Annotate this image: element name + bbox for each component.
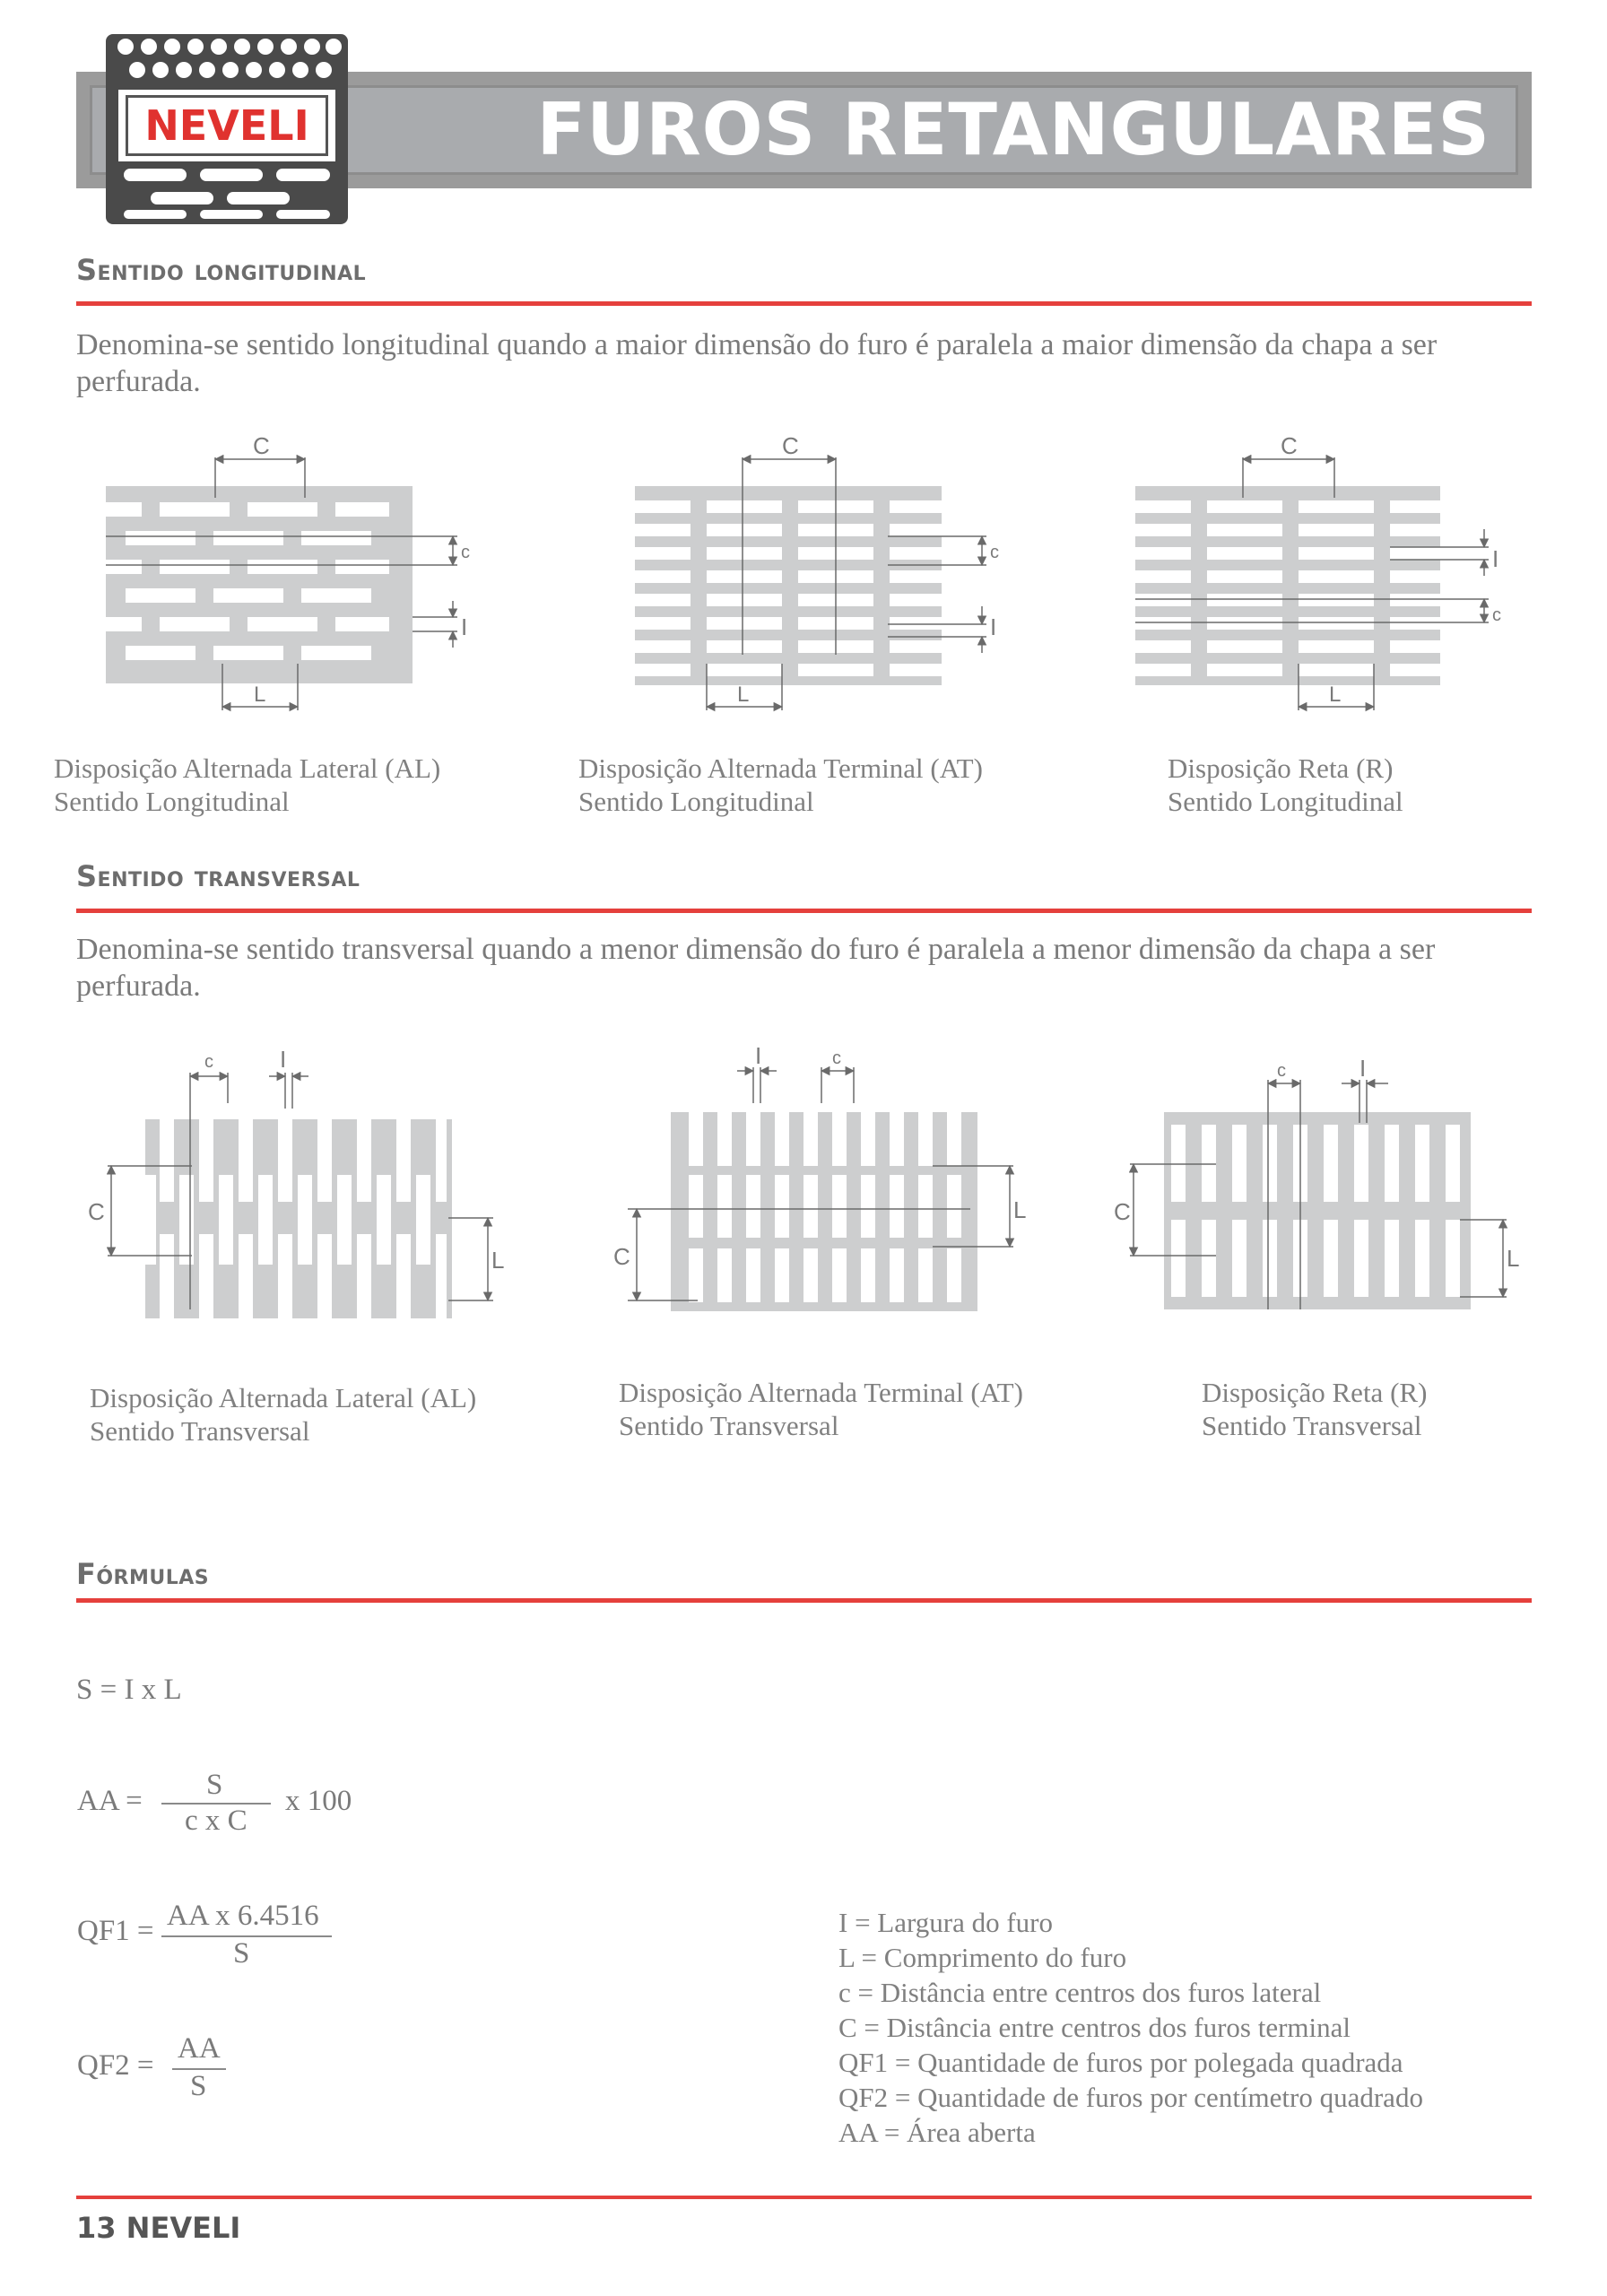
dim-label-c: c bbox=[461, 543, 470, 562]
logo-text: NEVELI bbox=[144, 101, 309, 150]
formula-legend bbox=[838, 1905, 1423, 2150]
caption-line: Sentido Transversal bbox=[1202, 1410, 1422, 1441]
diagram-al-longitudinal bbox=[106, 432, 470, 710]
caption-line: Disposição Alternada Lateral (AL) bbox=[90, 1382, 477, 1413]
caption-line: Sentido Longitudinal bbox=[54, 786, 290, 817]
caption-line: Disposição Alternada Lateral (AL) bbox=[54, 752, 441, 784]
section-heading-formulas bbox=[76, 1557, 209, 1591]
section-heading-longitudinal bbox=[76, 253, 366, 287]
formula-qf1-numerator: AA x 6.4516 bbox=[167, 1900, 319, 1932]
caption-line: Disposição Reta (R) bbox=[1168, 752, 1394, 784]
caption-line: Sentido Transversal bbox=[619, 1410, 839, 1441]
diagram-r-longitudinal bbox=[1135, 432, 1501, 710]
section-heading-text: Sentido longitudinal bbox=[76, 253, 367, 287]
dim-label-C: C bbox=[88, 1198, 105, 1225]
dim-label-I: I bbox=[1359, 1055, 1367, 1082]
formula-aa-denominator: c x C bbox=[185, 1805, 248, 1837]
diagram-at-longitudinal bbox=[635, 432, 999, 710]
dim-label-C: C bbox=[1114, 1198, 1131, 1225]
section-divider bbox=[76, 909, 1532, 913]
dim-label-L: L bbox=[491, 1247, 505, 1274]
diagram-r-transversal bbox=[1114, 1055, 1519, 1309]
caption-line: Disposição Reta (R) bbox=[1202, 1377, 1428, 1408]
caption-line: Sentido Transversal bbox=[90, 1415, 310, 1447]
dim-label-I: I bbox=[990, 613, 997, 640]
caption-al-longitudinal bbox=[54, 752, 440, 818]
caption-line: Sentido Longitudinal bbox=[1168, 786, 1403, 817]
caption-line: Disposição Alternada Terminal (AT) bbox=[619, 1377, 1023, 1408]
legend-item: c = Distância entre centros dos furos lateral bbox=[838, 1977, 1322, 2008]
dim-label-L: L bbox=[254, 683, 266, 707]
caption-at-longitudinal bbox=[578, 752, 983, 818]
dim-label-C: C bbox=[253, 432, 270, 459]
caption-al-transversal bbox=[90, 1381, 476, 1448]
footer-divider bbox=[76, 2196, 1532, 2199]
legend-item: QF1 = Quantidade de furos por polegada quadrada bbox=[838, 2047, 1403, 2078]
caption-r-longitudinal bbox=[1168, 752, 1403, 818]
dim-label-L: L bbox=[1013, 1196, 1027, 1223]
page-title: FUROS RETANGULARES bbox=[536, 88, 1490, 171]
dim-label-I: I bbox=[461, 613, 468, 640]
formula-aa-lhs: AA = bbox=[77, 1785, 143, 1817]
formula-qf1-lhs: QF1 = bbox=[77, 1915, 154, 1947]
formula-qf2-denominator: S bbox=[190, 2070, 207, 2102]
dim-label-I: I bbox=[755, 1042, 762, 1069]
section-heading-transversal bbox=[76, 859, 360, 893]
caption-line: Disposição Alternada Terminal (AT) bbox=[578, 752, 983, 784]
caption-line: Sentido Longitudinal bbox=[578, 786, 814, 817]
formula-qf1-denominator: S bbox=[233, 1937, 250, 1970]
legend-item: C = Distância entre centros dos furos terminal bbox=[838, 2012, 1351, 2043]
dim-label-I: I bbox=[280, 1046, 287, 1073]
caption-at-transversal bbox=[619, 1376, 1023, 1442]
dim-label-C: C bbox=[782, 432, 799, 459]
diagram-at-transversal bbox=[613, 1042, 1026, 1311]
legend-item: L = Comprimento do furo bbox=[838, 1942, 1127, 1973]
dim-label-c: c bbox=[832, 1048, 841, 1068]
legend-item: I = Largura do furo bbox=[838, 1907, 1053, 1938]
formula-s: S = I x L bbox=[76, 1674, 182, 1706]
dim-label-L: L bbox=[737, 683, 750, 707]
section-divider bbox=[76, 1598, 1532, 1603]
legend-item: QF2 = Quantidade de furos por centímetro quadrado bbox=[838, 2082, 1423, 2113]
formula-aa-rhs: x 100 bbox=[285, 1785, 352, 1817]
section-heading-text: Sentido transversal bbox=[76, 859, 360, 893]
dim-label-L: L bbox=[1507, 1245, 1520, 1272]
transversal-diagrams bbox=[0, 1040, 1607, 1327]
longitudinal-description: Denomina-se sentido longitudinal quando a maior dimensão do furo é paralela a maior dimensão da chapa a ser perfurada. bbox=[76, 328, 1438, 398]
caption-r-transversal bbox=[1202, 1376, 1427, 1442]
formula-aa-numerator: S bbox=[206, 1769, 223, 1801]
dim-label-c: c bbox=[204, 1052, 213, 1072]
dim-label-c: c bbox=[1277, 1061, 1286, 1081]
formula-qf2-numerator: AA bbox=[178, 2032, 221, 2065]
dim-label-I: I bbox=[1492, 545, 1499, 572]
dim-label-C: C bbox=[1281, 432, 1298, 459]
transversal-description: Denomina-se sentido transversal quando a menor dimensão do furo é paralela a menor dimensão da chapa a ser perfurada. bbox=[76, 933, 1436, 1003]
section-divider bbox=[76, 301, 1532, 306]
dim-label-C: C bbox=[613, 1243, 630, 1270]
dim-label-L: L bbox=[1329, 683, 1342, 707]
dim-label-c: c bbox=[1492, 605, 1501, 625]
formula-qf2-lhs: QF2 = bbox=[77, 2049, 154, 2082]
section-heading-text: Fórmulas bbox=[76, 1557, 210, 1591]
page-number: 13 NEVELI bbox=[76, 2211, 241, 2245]
dim-label-c: c bbox=[990, 543, 999, 562]
longitudinal-diagrams bbox=[0, 422, 1607, 726]
legend-item: AA = Área aberta bbox=[838, 2117, 1036, 2148]
diagram-al-transversal bbox=[88, 1046, 504, 1318]
